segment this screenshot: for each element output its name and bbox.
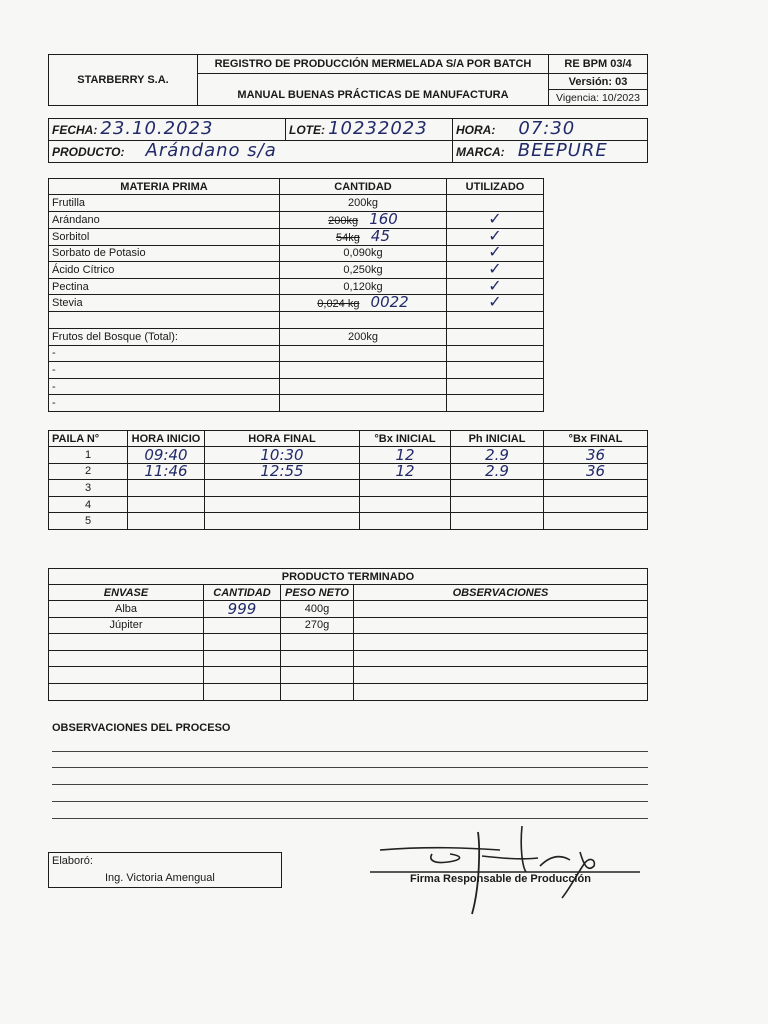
product-cell <box>49 650 204 667</box>
material-name: Ácido Cítrico <box>49 262 280 279</box>
paila-row <box>49 447 648 464</box>
check-icon <box>447 312 544 329</box>
elaboro-name: Ing. Victoria Amengual <box>105 872 215 884</box>
materials-row <box>49 195 544 212</box>
materials-table <box>48 178 544 412</box>
product-cell <box>204 650 281 667</box>
paila-row <box>49 513 648 530</box>
hora-value: 07:30 <box>518 118 576 139</box>
signature-label: Firma Responsable de Producción <box>410 873 591 885</box>
materials-row <box>49 328 544 345</box>
materials-row <box>49 295 544 312</box>
paila-cell <box>205 480 360 497</box>
material-name: - <box>49 395 280 412</box>
marca-value: BEEPURE <box>517 140 608 161</box>
paila-cell: 12:55 <box>205 463 360 480</box>
product-cell <box>354 650 648 667</box>
paila-header-5: °Bx FINAL <box>544 431 648 447</box>
paila-cell: 09:40 <box>128 447 205 464</box>
fecha-cell <box>49 119 286 141</box>
header-table <box>48 54 648 106</box>
material-qty-cell <box>280 245 447 262</box>
material-qty: 0,024 kg <box>317 298 360 311</box>
paila-header-2: HORA FINAL <box>205 431 360 447</box>
paila-cell <box>205 496 360 513</box>
product-cell <box>354 667 648 684</box>
paila-cell: 36 <box>544 463 648 480</box>
product-cell <box>49 634 204 651</box>
check-icon: ✓ <box>447 228 544 245</box>
product-cell <box>49 667 204 684</box>
material-qty-cell <box>280 278 447 295</box>
product-cell <box>281 683 354 700</box>
paila-cell <box>451 496 544 513</box>
material-name: Sorbato de Potasio <box>49 245 280 262</box>
product-row <box>49 601 648 618</box>
product-row <box>49 683 648 700</box>
paila-cell: 1 <box>49 447 128 464</box>
product-cell: Alba <box>49 601 204 618</box>
material-qty-cell <box>280 362 447 379</box>
hora-label: HORA: <box>456 122 496 137</box>
product-row <box>49 650 648 667</box>
check-icon <box>447 195 544 212</box>
product-cell <box>354 601 648 618</box>
material-qty-cell <box>280 195 447 212</box>
fecha-value: 23.10.2023 <box>100 118 214 139</box>
material-name: - <box>49 345 280 362</box>
material-name: Arándano <box>49 211 280 228</box>
material-qty-correction: 160 <box>369 211 398 228</box>
product-cell <box>204 617 281 634</box>
product-cell <box>204 634 281 651</box>
paila-cell: 4 <box>49 496 128 513</box>
check-icon: ✓ <box>447 262 544 279</box>
material-qty: 54kg <box>335 231 360 244</box>
product-cell <box>354 634 648 651</box>
paila-cell: 10:30 <box>205 447 360 464</box>
material-name: Sorbitol <box>49 228 280 245</box>
paila-cell: 12 <box>360 447 451 464</box>
form-title: REGISTRO DE PRODUCCIÓN MERMELADA S/A POR BATCH <box>198 55 549 74</box>
product-cell <box>49 683 204 700</box>
material-name: Stevia <box>49 295 280 312</box>
process-line <box>52 818 648 819</box>
material-name: - <box>49 362 280 379</box>
signature-image <box>370 826 640 916</box>
product-cell: 270g <box>281 617 354 634</box>
material-qty-cell <box>280 345 447 362</box>
paila-cell <box>544 513 648 530</box>
product-row <box>49 667 648 684</box>
paila-cell <box>128 513 205 530</box>
product-row <box>49 634 648 651</box>
lote-cell <box>286 119 453 141</box>
material-qty: 200kg <box>348 196 378 209</box>
marca-cell <box>453 141 648 163</box>
form-version: Versión: 03 <box>549 74 648 90</box>
product-table <box>48 568 648 701</box>
materials-row <box>49 378 544 395</box>
material-qty: 0,090kg <box>343 247 383 260</box>
process-line <box>52 767 648 768</box>
check-icon: ✓ <box>447 245 544 262</box>
product-header-0: ENVASE <box>49 585 204 601</box>
paila-cell <box>544 480 648 497</box>
material-qty-correction: 0022 <box>370 294 409 312</box>
paila-cell <box>360 480 451 497</box>
material-qty: 0,120kg <box>343 280 383 293</box>
paila-header-3: °Bx INICIAL <box>360 431 451 447</box>
form-code: RE BPM 03/4 <box>549 55 648 74</box>
process-title: OBSERVACIONES DEL PROCESO <box>52 722 231 734</box>
materials-row <box>49 228 544 245</box>
material-qty-cell <box>280 312 447 329</box>
materials-header-used: UTILIZADO <box>447 179 544 195</box>
paila-cell: 2 <box>49 463 128 480</box>
paila-table <box>48 430 648 530</box>
check-icon <box>447 395 544 412</box>
product-cell: 999 <box>204 601 281 618</box>
paila-cell: 2.9 <box>451 463 544 480</box>
check-icon <box>447 345 544 362</box>
product-cell: Júpiter <box>49 617 204 634</box>
paila-row <box>49 463 648 480</box>
paila-header-1: HORA INICIO <box>128 431 205 447</box>
lote-label: LOTE: <box>289 122 325 137</box>
materials-row <box>49 262 544 279</box>
product-cell <box>354 683 648 700</box>
material-qty-cell <box>280 328 447 345</box>
check-icon <box>447 378 544 395</box>
material-name: Frutilla <box>49 195 280 212</box>
material-qty: 200kg <box>328 214 359 227</box>
producto-cell <box>49 141 453 163</box>
materials-row <box>49 312 544 329</box>
material-qty-cell <box>280 211 447 228</box>
product-cell <box>204 683 281 700</box>
paila-cell <box>205 513 360 530</box>
material-qty-cell <box>280 228 447 245</box>
materials-row <box>49 345 544 362</box>
check-icon <box>447 328 544 345</box>
fecha-label: FECHA: <box>52 122 98 137</box>
producto-value: Arándano s/a <box>145 140 277 161</box>
check-icon: ✓ <box>447 278 544 295</box>
elaboro-label: Elaboró: <box>52 855 93 867</box>
material-name: Pectina <box>49 278 280 295</box>
material-name: - <box>49 378 280 395</box>
paila-row <box>49 496 648 513</box>
material-qty-cell <box>280 395 447 412</box>
process-line <box>52 751 648 752</box>
paila-cell <box>128 480 205 497</box>
materials-row <box>49 245 544 262</box>
product-cell <box>204 667 281 684</box>
material-qty-correction: 45 <box>370 228 390 245</box>
product-cell <box>281 667 354 684</box>
materials-row <box>49 278 544 295</box>
elaboro-box <box>48 852 282 888</box>
material-name: Frutos del Bosque (Total): <box>49 328 280 345</box>
materials-row <box>49 211 544 228</box>
paila-cell <box>544 496 648 513</box>
paila-header-4: Ph INICIAL <box>451 431 544 447</box>
marca-label: MARCA: <box>456 144 505 159</box>
form-validity: Vigencia: 10/2023 <box>549 90 648 106</box>
paila-cell: 5 <box>49 513 128 530</box>
producto-label: PRODUCTO: <box>52 144 125 159</box>
material-qty-cell <box>280 262 447 279</box>
check-icon: ✓ <box>447 211 544 228</box>
product-header-2: PESO NETO <box>281 585 354 601</box>
product-cell <box>281 650 354 667</box>
material-qty-cell <box>280 295 447 312</box>
paila-cell: 36 <box>544 447 648 464</box>
process-line <box>52 784 648 785</box>
paila-cell: 11:46 <box>128 463 205 480</box>
paila-row <box>49 480 648 497</box>
material-name <box>49 312 280 329</box>
product-header-1: CANTIDAD <box>204 585 281 601</box>
product-row <box>49 617 648 634</box>
paila-header-0: PAILA N° <box>49 431 128 447</box>
paila-cell: 3 <box>49 480 128 497</box>
paila-cell <box>128 496 205 513</box>
info-table <box>48 118 648 163</box>
product-header-3: OBSERVACIONES <box>354 585 648 601</box>
materials-header-name: MATERIA PRIMA <box>49 179 280 195</box>
product-title: PRODUCTO TERMINADO <box>49 569 648 585</box>
check-icon <box>447 362 544 379</box>
product-cell <box>354 617 648 634</box>
materials-row <box>49 362 544 379</box>
product-cell <box>281 634 354 651</box>
paila-cell <box>360 496 451 513</box>
company-name: STARBERRY S.A. <box>49 55 198 106</box>
process-line <box>52 801 648 802</box>
product-cell: 400g <box>281 601 354 618</box>
paila-cell <box>451 513 544 530</box>
material-qty-cell <box>280 378 447 395</box>
check-icon: ✓ <box>447 295 544 312</box>
hora-cell <box>453 119 648 141</box>
paila-cell <box>360 513 451 530</box>
paila-cell: 12 <box>360 463 451 480</box>
materials-row <box>49 395 544 412</box>
material-qty: 0,250kg <box>343 263 383 276</box>
materials-header-qty: CANTIDAD <box>280 179 447 195</box>
lote-value: 10232023 <box>328 118 428 139</box>
material-qty: 200kg <box>348 330 378 343</box>
paila-cell <box>451 480 544 497</box>
form-subtitle: MANUAL BUENAS PRÁCTICAS DE MANUFACTURA <box>198 74 549 106</box>
paila-cell: 2.9 <box>451 447 544 464</box>
